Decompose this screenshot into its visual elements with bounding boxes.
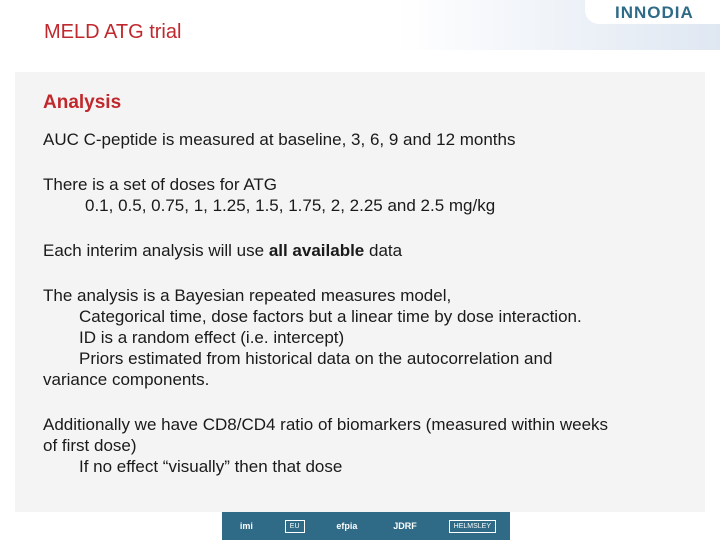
dose-list: 0.1, 0.5, 0.75, 1, 1.25, 1.5, 1.75, 2, 2.25 and 2.5 mg/kg (85, 196, 496, 215)
interim-text-pre: Each interim analysis will use (43, 241, 269, 260)
paragraph-auc: AUC C-peptide is measured at baseline, 3, 6, 9 and 12 months (43, 130, 516, 149)
paragraph-biomarkers: Additionally we have CD8/CD4 ratio of biomarkers (measured within weeks (43, 415, 609, 434)
section-heading: Analysis (43, 92, 122, 113)
efpia-logo: efpia (336, 521, 358, 531)
slide-title: MELD ATG trial (44, 21, 182, 43)
imi-logo: imi (239, 521, 253, 531)
jdrf-logo: JDRF (393, 521, 417, 531)
helmsley-logo: HELMSLEY (449, 520, 496, 533)
interim-text-post: data (364, 241, 403, 260)
model-detail-time: Categorical time, dose factors but a linear time by dose interaction. (79, 307, 582, 326)
partner-logo-bar (222, 512, 510, 540)
model-detail-priors-cont: variance components. (43, 370, 210, 389)
model-detail-priors: Priors estimated from historical data on the autocorrelation and (79, 349, 553, 368)
paragraph-model: The analysis is a Bayesian repeated measures model, (43, 286, 452, 305)
paragraph-biomarkers-cont: of first dose) (43, 436, 137, 455)
innodia-logo: INNODIA (615, 3, 694, 22)
interim-text-bold: all available (268, 241, 365, 260)
paragraph-doses: There is a set of doses for ATG (43, 175, 278, 194)
biomarker-rule: If no effect “visually” then that dose (79, 457, 343, 476)
paragraph-interim (43, 240, 683, 261)
model-detail-random: ID is a random effect (i.e. intercept) (79, 328, 345, 347)
eu-flag-logo: EU (285, 520, 305, 533)
logo-container (585, 0, 720, 24)
slide-body (43, 92, 683, 477)
